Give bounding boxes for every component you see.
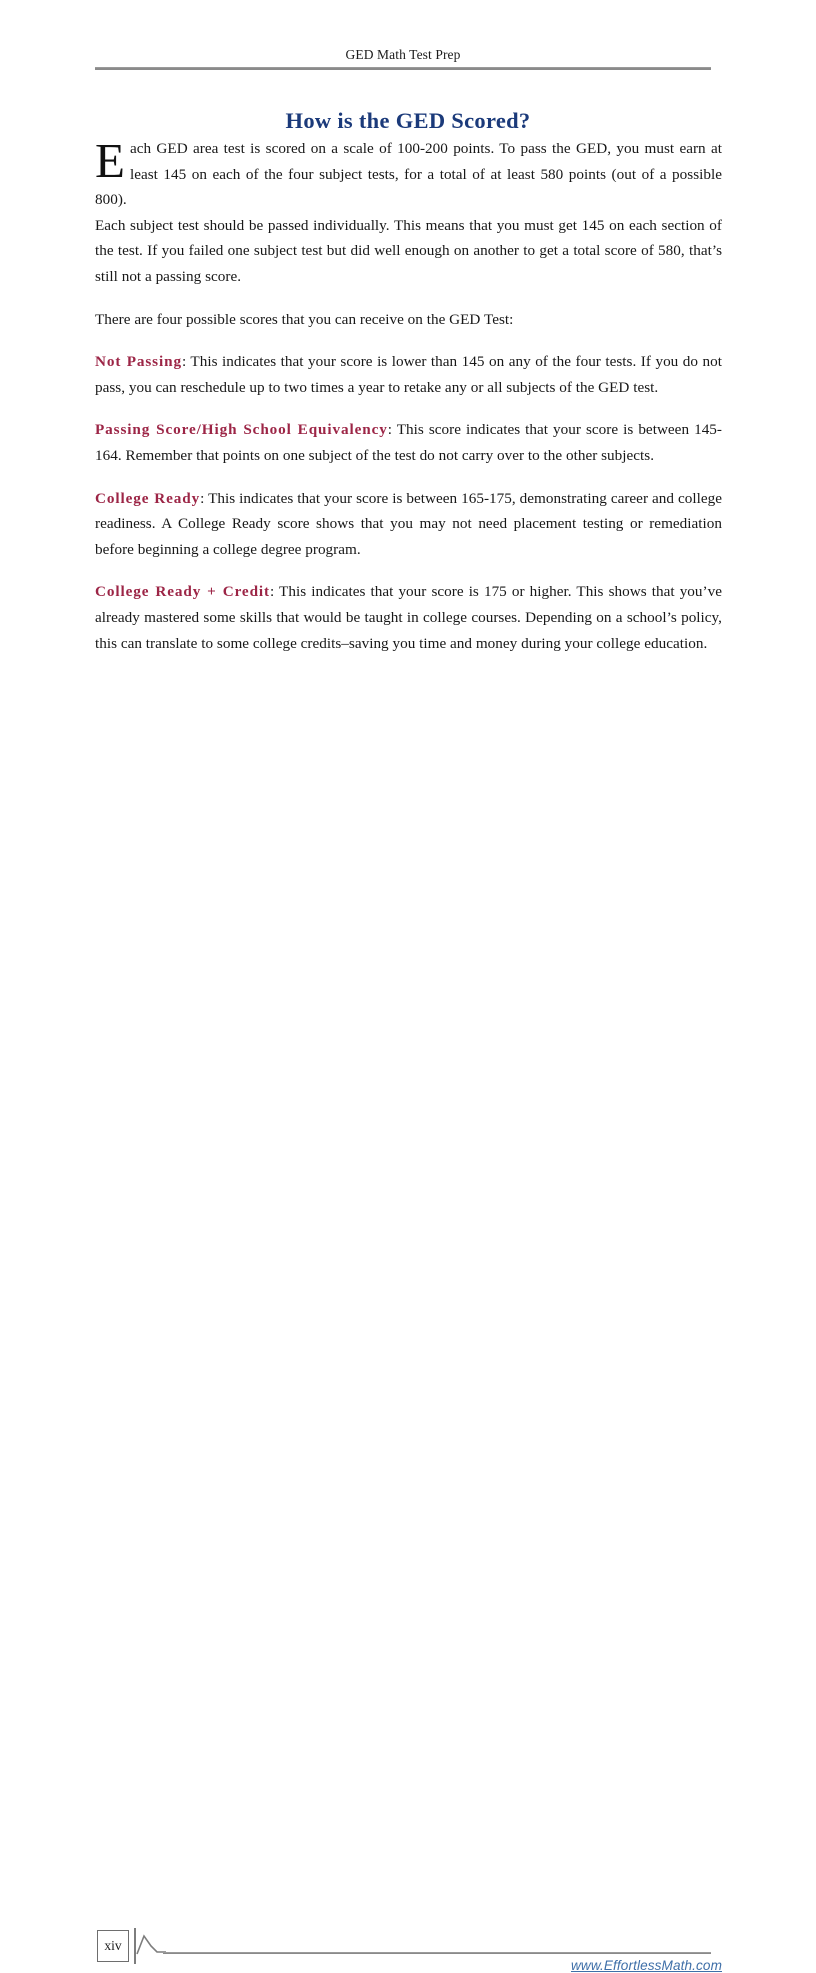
score-level-description: : This indicates that your score is between 165-175, demonstrating career and college readiness. A College Ready score shows that you may not need placement testing or remediation before beginning a college degree program. <box>95 489 722 558</box>
running-header-title: GED Math Test Prep <box>345 47 461 62</box>
drop-cap-letter: E <box>95 133 125 188</box>
paragraph-four-scores-lead: There are four possible scores that you can receive on the GED Test: <box>95 310 514 328</box>
page-number: xiv <box>104 1938 122 1953</box>
score-level-label: Not Passing <box>95 353 182 371</box>
footer-divider-rule <box>163 1952 711 1954</box>
paragraph-intro-text: ach GED area test is scored on a scale of 100-200 points. To pass the GED, you must earn at least 145 on each of the four subject tests, for a total of at least 580 points (out of a possible 800). <box>95 140 722 209</box>
paragraph-intro <box>95 133 722 213</box>
score-level-label: Passing Score/High School Equivalency <box>95 421 388 439</box>
footer-zigzag-decoration <box>136 1930 166 1956</box>
score-level-description: : This score indicates that your score is between 145-164. Remember that points on one subject of the test do not carry over to the other subjects. <box>95 421 722 464</box>
score-level-label: College Ready + Credit <box>95 583 270 601</box>
score-level-description: : This indicates that your score is lower than 145 on any of the four tests. If you do not pass, you can reschedule up to two times a year to retake any or all subjects of the GED test. <box>95 353 722 396</box>
paragraph-subject-tests: Each subject test should be passed individually. This means that you must get 145 on each section of the test. If you failed one subject test but did well enough on another to get a total score of 580, that’s still not a passing score. <box>95 216 722 285</box>
score-level-passing-score <box>95 417 722 468</box>
score-level-description: : This indicates that your score is 175 or higher. This shows that you’ve already mastered some skills that would be taught in college courses. Depending on a school’s policy, this can translate to some college credits–saving you time and money during your college education. <box>95 583 722 652</box>
running-header <box>95 48 711 70</box>
page-footer <box>0 962 816 1973</box>
website-link[interactable]: www.EffortlessMath.com <box>570 1958 722 1973</box>
score-level-not-passing <box>95 349 722 400</box>
body-content <box>95 133 722 656</box>
score-level-college-ready <box>95 486 722 563</box>
score-level-college-ready-credit <box>95 579 722 656</box>
score-level-label: College Ready <box>95 489 201 507</box>
header-divider-rule <box>95 67 711 70</box>
page-number-box <box>97 1930 129 1962</box>
page-title: How is the GED Scored? <box>285 108 531 134</box>
